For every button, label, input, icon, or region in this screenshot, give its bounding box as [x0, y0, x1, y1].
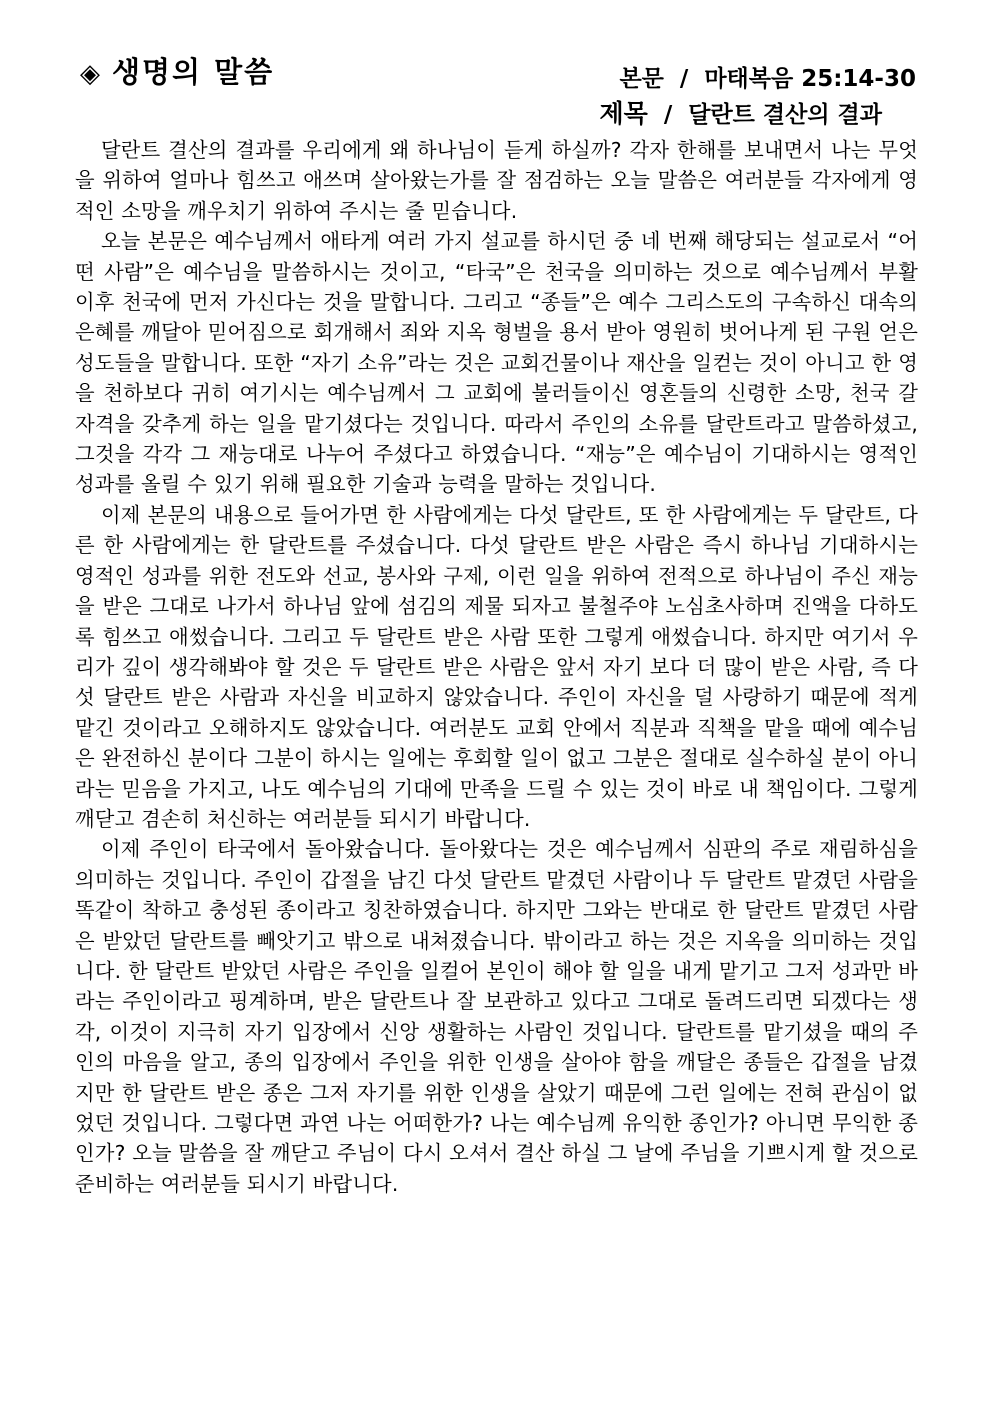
paragraph-4: 이제 주인이 타국에서 돌아왔습니다. 돌아왔다는 것은 예수님께서 심판의 주로 재림하심을 의미하는 것입니다. 주인이 갑절을 남긴 다섯 달란트 맡겼던 사람이나 두 달란트 맡겼던 사람을 똑같이 착하고 충성된 종이라고 칭찬하였습니다. 하지만 그와는 반대로 한 달란트 맡겼던 사람은 받았던 달란트를 빼앗기고 밖으로 내쳐졌습니다. 밖이라고 하는 것은 지옥을 의미하는 것입니다. 한 달란트 받았던 사람은 주인을 일컬어 본인이 해야 할 일을 내게 맡기고 그저 성과만 바라는 주인이라고 핑계하며, 받은 달란트나 잘 보관하고 있다고 그대로 돌려드리면 되겠다는 생각, 이것이 지극히 자기 입장에서 신앙 생활하는 사람인 것입니다. 달란트를 맡기셨을 때의 주인의 마음을 알고, 종의 입장에서 주인을 위한 인생을 살아야 함을 깨달은 종들은 갑절을 남겼지만 한 달란트 받은 종은 그저 자기를 위한 인생을 살았기 때문에 그런 일에는 전혀 관심이 없었던 것입니다. 그렇다면 과연 나는 어떠한가? 나는 예수님께 유익한 종인가? 아니면 무익한 종인가? 오늘 말씀을 잘 깨닫고 주님이 다시 오셔서 결산 하실 그 날에 주님을 기쁘시게 할 것으로 준비하는 여러분들 되시기 바랍니다. — [75, 837, 918, 1196]
diamond-marker-icon: ◈ — [80, 59, 102, 89]
paragraph-2: 오늘 본문은 예수님께서 애타게 여러 가지 설교를 하시던 중 네 번째 해당되는 설교로서 “어떤 사람”은 예수님을 말씀하시는 것이고, “타국”은 천국을 의미하는 것으로 예수님께서 부활 이후 천국에 먼저 가신다는 것을 말합니다. 그리고 “종들”은 예수 그리스도의 구속하신 대속의 은혜를 깨달아 믿어짐으로 회개해서 죄와 지옥 형벌을 용서 받아 영원히 벗어나게 된 구원 얻은 성도들을 말합니다. 또한 “자기 소유”라는 것은 교회건물이나 재산을 일컫는 것이 아니고 한 영을 천하보다 귀히 여기시는 예수님께서 그 교회에 불러들이신 영혼들의 신령한 소망, 천국 갈 자격을 갖추게 하는 일을 맡기셨다는 것입니다. 따라서 주인의 소유를 달란트라고 말씀하셨고, 그것을 각각 그 재능대로 나누어 주셨다고 하였습니다. “재능”은 예수님이 기대하시는 영적인 성과를 올릴 수 있기 위해 필요한 기술과 능력을 말하는 것입니다. — [75, 229, 918, 497]
paragraph-3: 이제 본문의 내용으로 들어가면 한 사람에게는 다섯 달란트, 또 한 사람에게는 두 달란트, 다른 한 사람에게는 한 달란트를 주셨습니다. 다섯 달란트 받은 사람은 즉시 하나님 기대하시는 영적인 성과를 위한 전도와 선교, 봉사와 구제, 이런 일을 위하여 전적으로 하나님이 주신 재능을 받은 그대로 나가서 하나님 앞에 섬김의 제물 되자고 불철주야 노심초사하며 진액을 다하도록 힘쓰고 애썼습니다. 그리고 두 달란트 받은 사람 또한 그렇게 애썼습니다. 하지만 여기서 우리가 깊이 생각해봐야 할 것은 두 달란트 받은 사람은 앞서 자기 보다 더 많이 받은 사람, 즉 다섯 달란트 받은 사람과 자신을 비교하지 않았습니다. 주인이 자신을 덜 사랑하기 때문에 적게 맡긴 것이라고 오해하지도 않았습니다. 여러분도 교회 안에서 직분과 직책을 맡을 때에 예수님은 완전하신 분이다 그분이 하시는 일에는 후회할 일이 없고 그분은 절대로 실수하실 분이 아니라는 믿음을 가지고, 나도 예수님의 기대에 만족을 드릴 수 있는 것이 바로 내 책임이다. 그렇게 깨닫고 겸손히 처신하는 여러분들 되시기 바랍니다. — [75, 502, 918, 831]
reference-value: 마태복음 25:14-30 — [704, 66, 916, 92]
reference-separator: / — [679, 66, 689, 92]
reference-label: 본문 — [619, 66, 664, 92]
subject-label: 제목 — [599, 99, 648, 128]
subject-separator: / — [663, 102, 673, 128]
scripture-reference — [619, 60, 916, 93]
subject-value: 달란트 결산의 결과 — [688, 102, 882, 128]
sermon-subject — [599, 94, 882, 130]
paragraph-1: 달란트 결산의 결과를 우리에게 왜 하나님이 듣게 하실까? 각자 한해를 보내면서 나는 무엇을 위하여 얼마나 힘쓰고 애쓰며 살아왔는가를 잘 점검하는 오늘 말씀은 여러분들 각자에게 영적인 소망을 깨우치기 위하여 주시는 줄 믿습니다. — [75, 138, 918, 223]
section-title — [80, 50, 274, 91]
sermon-body — [75, 135, 918, 1199]
section-title-text: 생명의 말씀 — [112, 55, 275, 89]
